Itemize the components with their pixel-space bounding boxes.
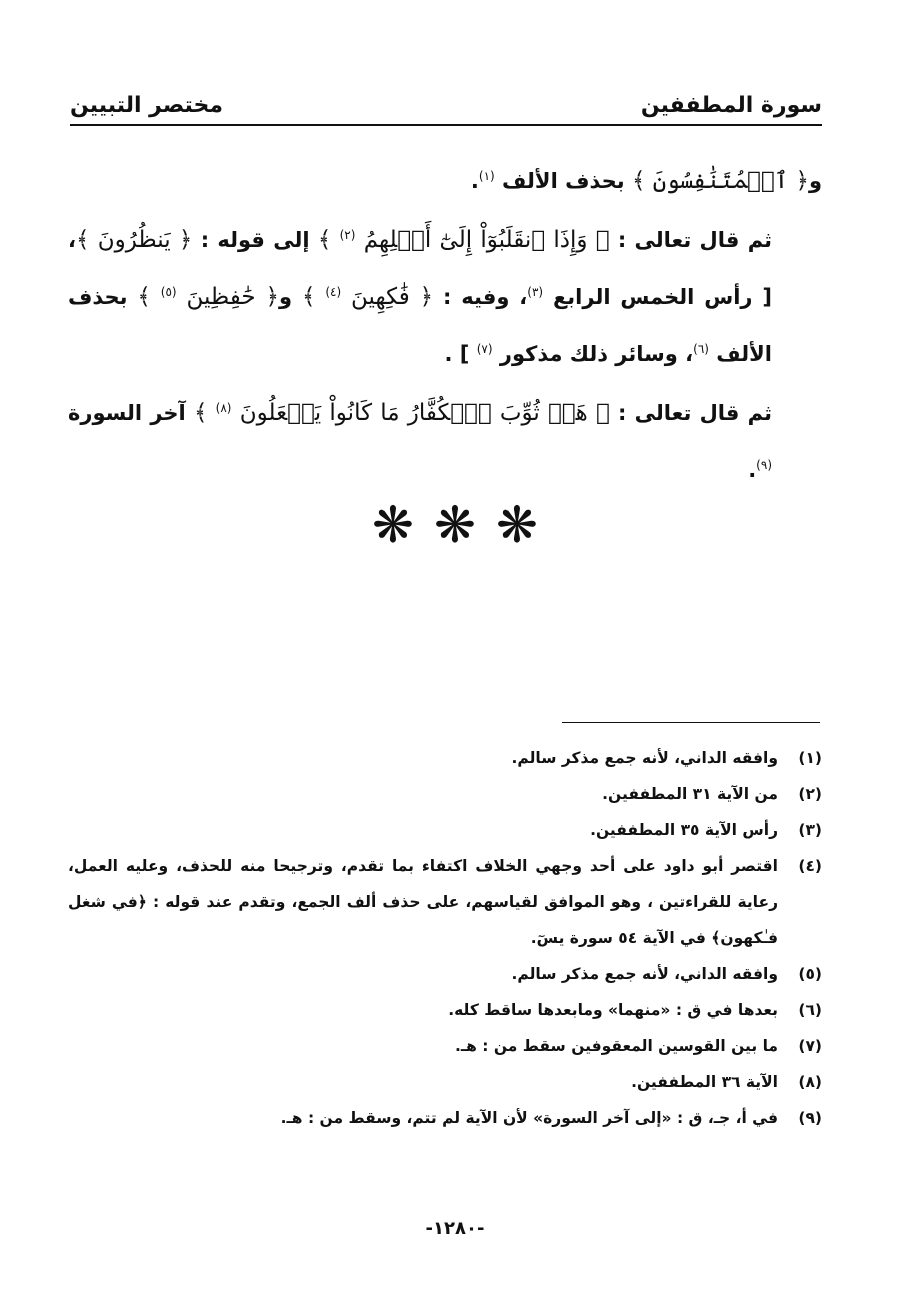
quran-verse: ﴿ حَٰفِظِينَ [186, 284, 280, 310]
footnote-ref: (٨) [215, 401, 232, 415]
text: بحذف الألف [502, 169, 625, 193]
footnote-item [68, 956, 822, 992]
footnote-text: رأس الآية ٣٥ المطففين. [590, 821, 778, 839]
text: ] . [444, 342, 470, 366]
footnote-number: (٣) [798, 821, 822, 839]
footnote-number: (٧) [798, 1037, 822, 1055]
footnote-item [68, 812, 822, 848]
footnote-text: الآية ٣٦ المطففين. [631, 1073, 778, 1091]
text: بحذف الألف [68, 285, 772, 366]
quran-verse: ﴿ فَٰكِهِينَ [351, 284, 434, 310]
footnote-divider [562, 722, 820, 723]
footnote-number: (٢) [798, 785, 822, 803]
running-header [70, 78, 822, 118]
quran-bracket: ﴾ [193, 400, 208, 426]
text: ، [ رأس الخمس الرابع [68, 228, 772, 309]
page-number: -١٢٨٠- [425, 1218, 485, 1239]
quran-bracket: ﴾ [317, 227, 332, 253]
header-surah-title: سورة المطففين [640, 93, 822, 118]
footnote-ref: (١) [478, 169, 495, 183]
flower-ornament-icon: ❋ [434, 496, 476, 554]
footnotes [68, 740, 822, 1136]
footnote-item [68, 848, 822, 956]
footnote-text: ما بين القوسين المعقوفين سقط من : هـ. [454, 1037, 778, 1055]
footnote-ref: (٤) [325, 285, 342, 299]
text: ، وفيه : [443, 285, 528, 309]
footnote-text: من الآية ٣١ المطففين. [602, 785, 778, 803]
paragraph-2 [68, 209, 822, 380]
text: ثم قال تعالى : [617, 401, 772, 425]
footnote-text: بعدها في ق : «منهما» ومابعدها ساقط كله. [448, 1001, 778, 1019]
main-text [68, 150, 822, 496]
footnote-number: (٥) [798, 965, 822, 983]
footnote-item [68, 1100, 822, 1136]
quran-verse: ﴿ يَنظُرُونَ ﴾ [75, 227, 193, 253]
footnote-item [68, 1064, 822, 1100]
footnote-ref: (٦) [693, 342, 709, 356]
text-waw: و [279, 285, 293, 309]
footnote-number: (٤) [798, 857, 822, 875]
footnote-text: اقتصر أبو داود على أحد وجهي الخلاف اكتفاء بما تقدم، وترجيحا منه للحذف، وعليه العمل، رعاية للقراءتين ، وهو الموافق لقياسهم، على حذف ألف الجمع، وتقدم عند قوله : ﴿في شغل فـٰكهون﴾ في الآية ٥٤ سورة يسٓ. [68, 857, 778, 947]
quran-bracket: ﴾ [137, 284, 151, 310]
footnote-number: (٩) [798, 1109, 822, 1127]
quran-verse: ﴿ هَلۡ ثُوِّبَ ٱلۡكُفَّارُ مَا كَانُواْ يَفۡعَلُونَ [239, 400, 610, 426]
quran-verse: ﴿ وَإِذَا ٱنقَلَبُوٓاْ إِلَىٰٓ أَهۡلِهِمُ [363, 227, 610, 253]
header-divider [70, 124, 822, 126]
footnote-ref: (٧) [476, 342, 493, 356]
footnote-item [68, 1028, 822, 1064]
footnote-ref: (٢) [339, 228, 356, 242]
footnote-text: وافقه الداني، لأنه جمع مذكر سالم. [511, 965, 778, 983]
footnote-text: وافقه الداني، لأنه جمع مذكر سالم. [511, 749, 778, 767]
quran-bracket: ﴾ [301, 284, 316, 310]
quran-verse: ﴿ ٱلۡمُتَنَٰفِسُونَ ﴾ [631, 168, 809, 194]
footnote-text: في أ، جـ، ق : «إلى آخر السورة» لأن الآية لم تتم، وسقط من : هـ. [280, 1109, 778, 1127]
footnote-number: (٨) [798, 1073, 822, 1091]
footnote-item [68, 740, 822, 776]
header-book-title: مختصر التبيين [70, 93, 224, 118]
footnote-ref: (٩) [756, 458, 772, 472]
section-end-ornaments [0, 496, 910, 554]
footnote-item [68, 776, 822, 812]
text: آخر السورة [68, 401, 186, 425]
flower-ornament-icon: ❋ [372, 496, 414, 554]
paragraph-3 [68, 382, 822, 496]
text: ثم قال تعالى : [617, 228, 773, 252]
text: . [470, 169, 479, 193]
flower-ornament-icon: ❋ [496, 496, 538, 554]
text: . [748, 458, 757, 482]
text: إلى قوله : [200, 228, 310, 252]
footnote-ref: (٥) [160, 285, 177, 299]
text-waw: و [808, 169, 822, 193]
text: ، وسائر ذلك مذكور [499, 342, 694, 366]
footnote-number: (٦) [798, 1001, 822, 1019]
footnote-ref: (٣) [527, 285, 544, 299]
footnote-number: (١) [798, 749, 822, 767]
paragraph-1 [68, 150, 822, 207]
footnote-item [68, 992, 822, 1028]
